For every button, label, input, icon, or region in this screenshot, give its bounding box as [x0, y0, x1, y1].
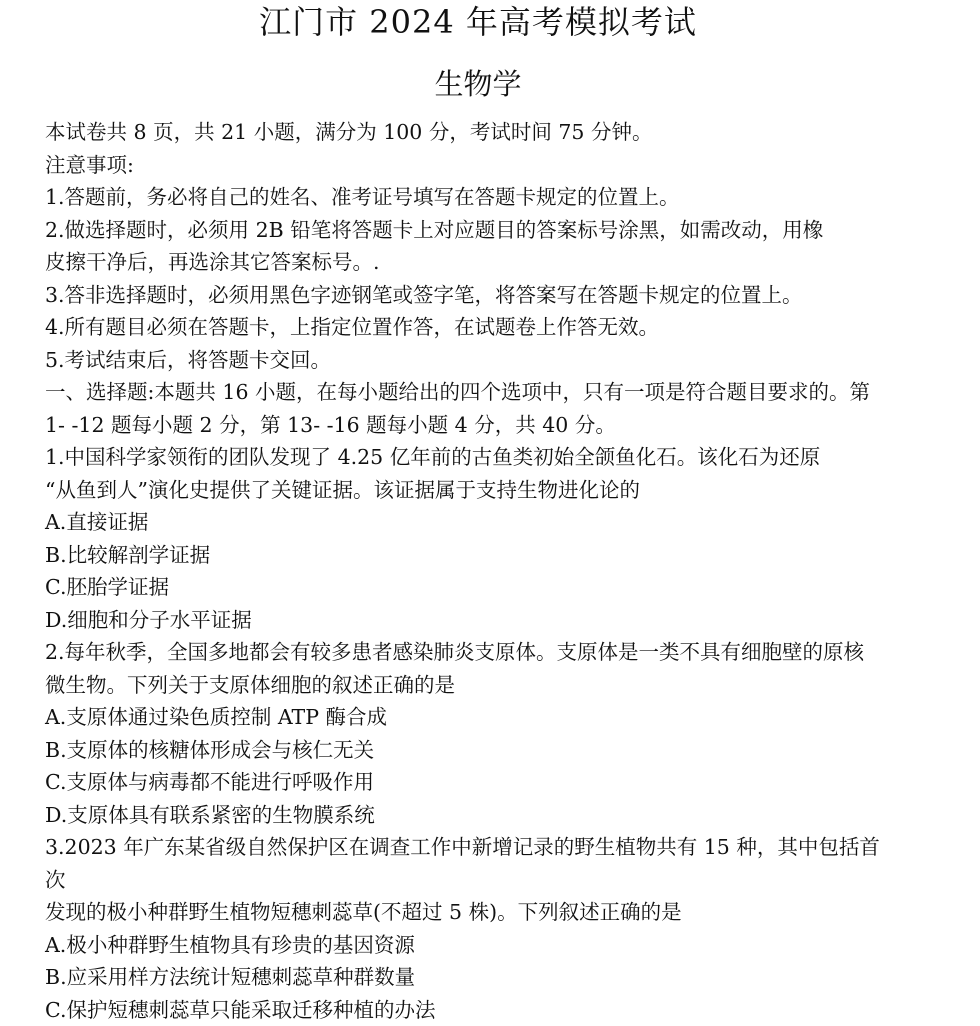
exam-body: [45, 116, 925, 1026]
question-2-option-a: A.支原体通过染色质控制 ATP 酶合成: [45, 701, 925, 734]
question-2-option-b: B.支原体的核糖体形成会与核仁无关: [45, 734, 925, 767]
question-3-option-a: A.极小种群野生植物具有珍贵的基因资源: [45, 929, 925, 962]
question-1-stem: 1.中国科学家领衔的团队发现了 4.25 亿年前的古鱼类初始全颌鱼化石。该化石为还原: [45, 441, 925, 474]
question-1-stem-cont: “从鱼到人”演化史提供了关键证据。该证据属于支持生物进化论的: [45, 474, 925, 507]
notice-heading: 注意事项:: [45, 149, 925, 182]
subject-title: 生物学: [0, 62, 956, 106]
notice-item-2: 2.做选择题时，必须用 2B 铅笔将答题卡上对应题目的答案标号涂黑，如需改动，用橡: [45, 214, 925, 247]
question-1-option-a: A.直接证据: [45, 506, 925, 539]
question-2-stem: 2.每年秋季，全国多地都会有较多患者感染肺炎支原体。支原体是一类不具有细胞壁的原核: [45, 636, 925, 669]
notice-item-4: 4.所有题目必须在答题卡，上指定位置作答，在试题卷上作答无效。: [45, 311, 925, 344]
question-3-stem-cont: 发现的极小种群野生植物短穗刺蕊草(不超过 5 株)。下列叙述正确的是: [45, 896, 925, 929]
notice-item-1: 1.答题前，务必将自己的姓名、准考证号填写在答题卡规定的位置上。: [45, 181, 925, 214]
notice-item-5: 5.考试结束后，将答题卡交回。: [45, 344, 925, 377]
question-3-option-c: C.保护短穗刺蕊草只能采取迁移种植的办法: [45, 994, 925, 1026]
question-2-option-d: D.支原体具有联系紧密的生物膜系统: [45, 799, 925, 832]
question-1-option-d: D.细胞和分子水平证据: [45, 604, 925, 637]
question-1-option-b: B.比较解剖学证据: [45, 539, 925, 572]
section-heading: 一、选择题:本题共 16 小题，在每小题给出的四个选项中，只有一项是符合题目要求的。第: [45, 376, 925, 409]
question-2-stem-cont: 微生物。下列关于支原体细胞的叙述正确的是: [45, 669, 925, 702]
question-3-stem: 3.2023 年广东某省级自然保护区在调查工作中新增记录的野生植物共有 15 种，其中包括首: [45, 831, 925, 864]
question-3-option-b: B.应采用样方法统计短穗刺蕊草种群数量: [45, 961, 925, 994]
notice-item-3: 3.答非选择题时，必须用黑色字迹钢笔或签字笔，将答案写在答题卡规定的位置上。: [45, 279, 925, 312]
section-heading-cont: 1- -12 题每小题 2 分，第 13- -16 题每小题 4 分，共 40 分。: [45, 409, 925, 442]
exam-title: 江门市 2024 年高考模拟考试: [0, 0, 956, 44]
question-2-option-c: C.支原体与病毒都不能进行呼吸作用: [45, 766, 925, 799]
question-3-stem-wrap: 次: [45, 864, 925, 897]
exam-info: 本试卷共 8 页，共 21 小题，满分为 100 分，考试时间 75 分钟。: [45, 116, 925, 149]
notice-item-2-cont: 皮擦干净后，再选涂其它答案标号。.: [45, 246, 925, 279]
question-1-option-c: C.胚胎学证据: [45, 571, 925, 604]
